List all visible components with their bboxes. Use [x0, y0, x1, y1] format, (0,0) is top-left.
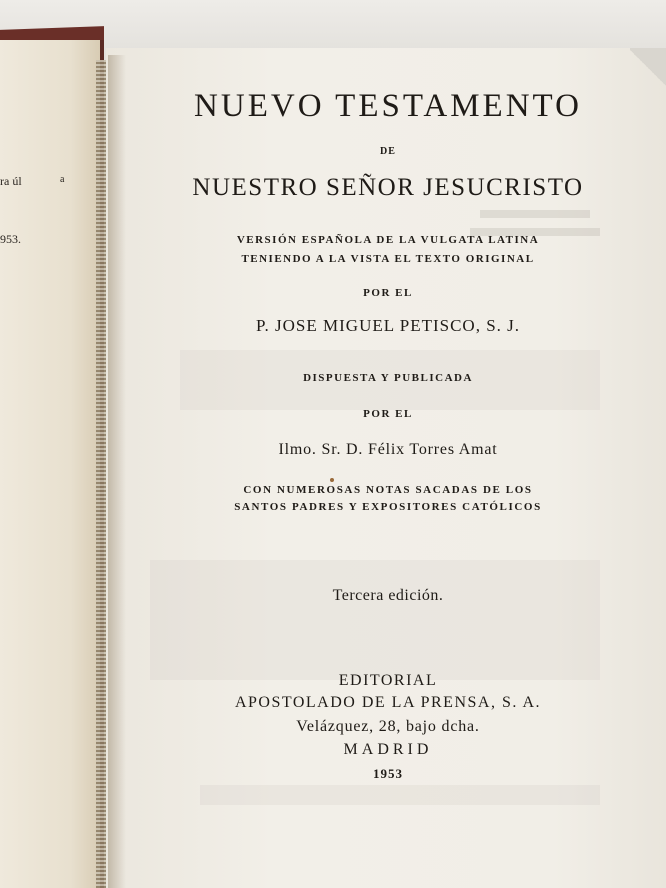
show-through-block [150, 560, 600, 680]
dispuesta-label: DISPUESTA Y PUBLICADA [303, 372, 473, 384]
title-connector: DE [380, 146, 396, 157]
publication-year: 1953 [373, 766, 403, 781]
notes-line-2: SANTOS PADRES Y EXPOSITORES CATÓLICOS [234, 501, 542, 513]
publisher-address: Velázquez, 28, bajo dcha. [296, 718, 480, 735]
version-line-2: TENIENDO A LA VISTA EL TEXTO ORIGINAL [241, 253, 535, 265]
left-page-fragment: ra úl [0, 174, 22, 188]
book-title: NUEVO TESTAMENTO [194, 88, 582, 124]
publisher-name: APOSTOLADO DE LA PRENSA, S. A. [234, 694, 542, 711]
show-through-block [200, 785, 600, 805]
ink-speck [330, 478, 334, 482]
notes-line-1: CON NUMEROSAS NOTAS SACADAS DE LOS [243, 484, 533, 496]
left-page-fragment: 953. [0, 232, 21, 246]
publisher-label: EDITORIAL [338, 672, 438, 689]
show-through-mark [480, 210, 590, 218]
publisher-city: MADRID [343, 741, 433, 758]
editor-name: Ilmo. Sr. D. Félix Torres Amat [278, 441, 498, 458]
author-name: P. JOSE MIGUEL PETISCO, S. J. [255, 316, 521, 335]
book-subtitle: NUESTRO SEÑOR JESUCRISTO [192, 174, 584, 201]
left-page-fragment: a [60, 174, 65, 185]
por-el-label: POR EL [363, 408, 413, 420]
page-corner [630, 48, 666, 88]
por-el-label: POR EL [363, 287, 413, 299]
left-page [0, 40, 104, 888]
version-line-1: VERSIÓN ESPAÑOLA DE LA VULGATA LATINA [236, 234, 540, 246]
edition-label: Tercera edición. [332, 587, 444, 604]
